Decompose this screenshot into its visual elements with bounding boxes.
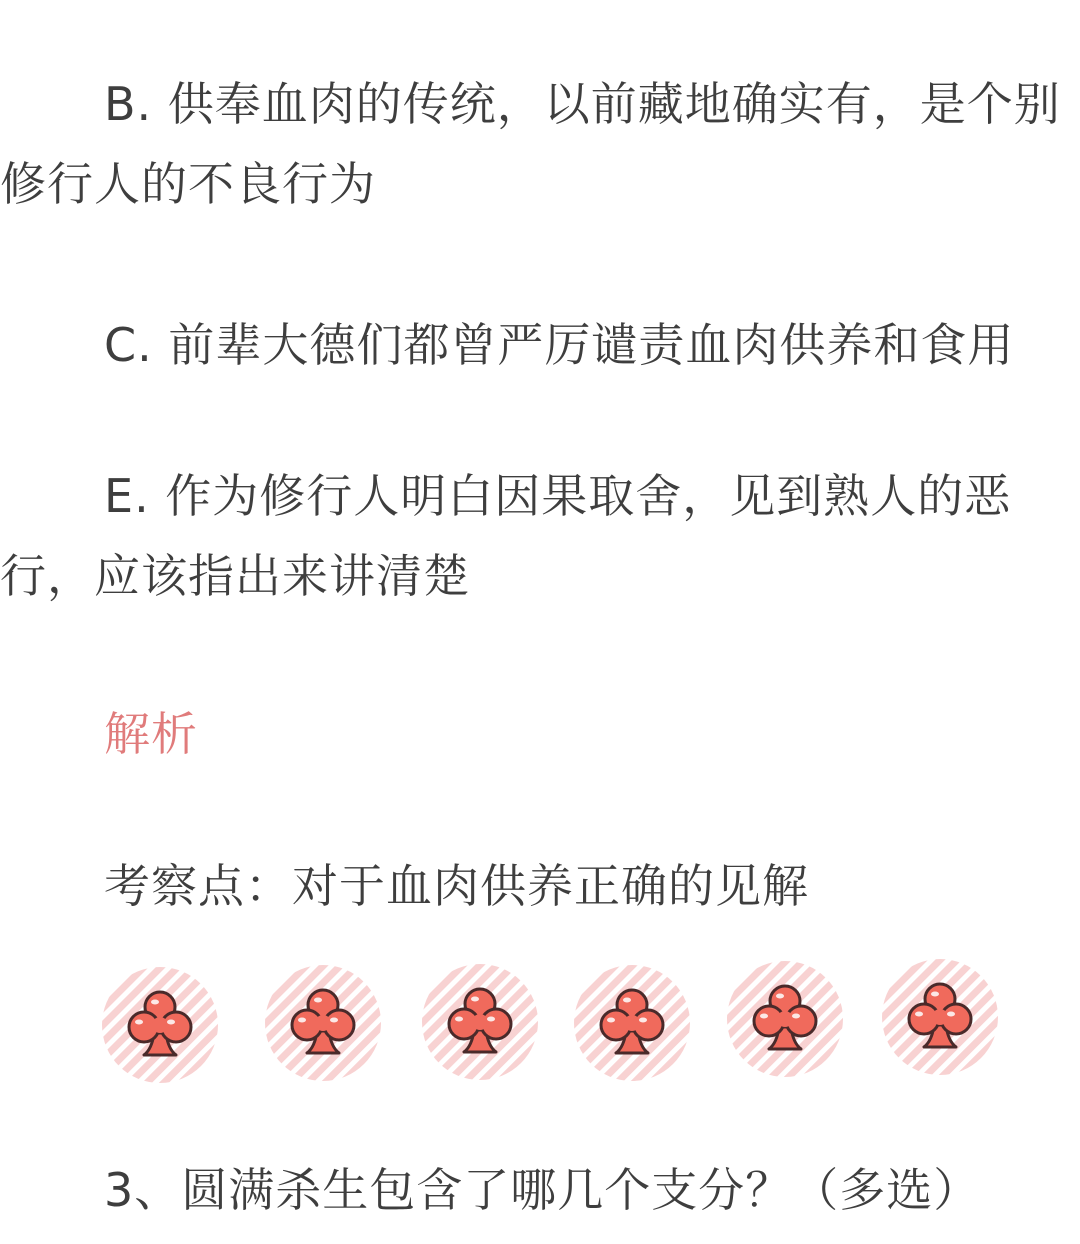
- club-icon: [572, 963, 692, 1083]
- analysis-point: 考察点：对于血肉供养正确的见解: [104, 859, 809, 913]
- club-icon: [263, 963, 383, 1083]
- option-b: B. 供奉血肉的传统，以前藏地确实有，是个别修行人的不良行为: [0, 77, 1061, 211]
- club-icon: [880, 957, 1000, 1077]
- club-icon: [420, 962, 540, 1082]
- option-e: E. 作为修行人明白因果取舍，见到熟人的恶行，应该指出来讲清楚: [0, 469, 1012, 603]
- club-divider: [0, 955, 1080, 1095]
- club-icon: [100, 965, 220, 1085]
- question-3: 3、圆满杀生包含了哪几个支分？（多选）: [104, 1163, 981, 1217]
- club-icon: [725, 959, 845, 1079]
- analysis-heading: 解析: [104, 707, 198, 761]
- option-c: C. 前辈大德们都曾严厉谴责血肉供养和食用: [104, 318, 1015, 372]
